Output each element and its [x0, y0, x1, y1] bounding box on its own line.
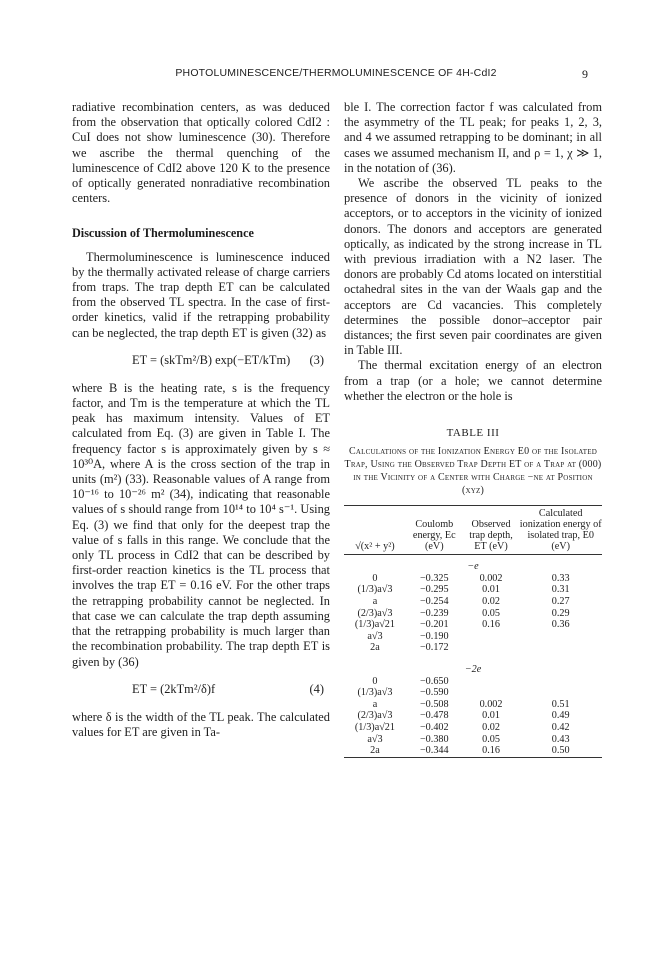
cell-distance: a	[372, 698, 378, 710]
cell-coulomb-energy: −0.478	[419, 710, 449, 722]
cell-coulomb-energy: −0.402	[419, 721, 449, 733]
cell-coulomb-energy: −0.380	[419, 733, 449, 745]
paragraph-excitation-energy: The thermal excitation energy of an electron from a trap (or a hole; we cannot determine whether the electron or the hole is	[344, 358, 602, 403]
table-row	[344, 676, 602, 688]
group-charge-label: −e	[467, 561, 479, 573]
equation-3	[72, 349, 330, 375]
group-label-row	[344, 660, 602, 676]
cell-ionization-energy	[519, 687, 602, 699]
cell-coulomb-energy: −0.254	[419, 596, 449, 608]
cell-ionization-energy: 0.42	[551, 721, 570, 733]
cell-trap-depth: 0.16	[482, 619, 500, 631]
table-row	[344, 631, 602, 643]
table-row	[344, 687, 602, 699]
cell-ionization-energy	[519, 642, 602, 654]
table-row	[344, 699, 602, 711]
cell-trap-depth: 0.01	[482, 584, 500, 596]
cell-ionization-energy: 0.51	[551, 698, 570, 710]
page-number: 9	[582, 67, 588, 81]
table-bottom-rule	[344, 757, 602, 758]
paragraph-peak-width: where δ is the width of the TL peak. The calculated values for ET are given in Ta-	[72, 709, 330, 739]
cell-distance: 2a	[370, 745, 380, 757]
cell-distance: 0	[372, 675, 378, 687]
cell-coulomb-energy: −0.239	[419, 607, 449, 619]
group-label-row	[344, 557, 602, 573]
cell-distance: 2a	[370, 642, 380, 654]
cell-distance: (2/3)a√3	[357, 710, 393, 722]
header-distance: √(x² + y²)	[355, 541, 395, 553]
table-row	[344, 619, 602, 631]
header-trap-depth: Observed trap depth, ET (eV)	[469, 519, 513, 553]
cell-distance: (1/3)a√3	[357, 584, 393, 596]
cell-distance: (1/3)a√21	[354, 721, 395, 733]
equation-4	[72, 678, 330, 704]
cell-trap-depth: 0.002	[479, 698, 503, 710]
cell-ionization-energy	[519, 676, 602, 688]
right-column	[344, 100, 602, 758]
running-title: PHOTOLUMINESCENCE/THERMOLUMINESCENCE OF 4H-CdI2	[175, 67, 497, 79]
header-coulomb-energy: Coulomb energy, Ec (eV)	[412, 519, 456, 553]
table-row	[344, 722, 602, 734]
cell-ionization-energy	[519, 631, 602, 643]
table-label: TABLE III	[446, 427, 500, 440]
table-body	[344, 555, 602, 757]
cell-coulomb-energy: −0.508	[419, 698, 449, 710]
left-column	[72, 100, 330, 740]
cell-ionization-energy: 0.36	[551, 619, 570, 631]
paragraph-donors-acceptors: We ascribe the observed TL peaks to the presence of donors in the vicinity of ionized acceptors, or to acceptors in the vicinity of ionized donors. The donors and acceptors are generated optically, as indicated by the strong increase in TL with previous irradiation with a N2 laser. The donors are probably Cd atoms located on interstitial octahedral sites in the van der Waals gap and the acceptors are Cd vacancies. This completely determines the possible donor–acceptor pair distances; the first seven pair coordinates are given in Table III.	[344, 176, 602, 358]
cell-trap-depth: 0.002	[479, 572, 503, 584]
cell-coulomb-energy: −0.201	[419, 619, 449, 631]
table-row	[344, 596, 602, 608]
cell-ionization-energy: 0.31	[551, 584, 570, 596]
table-row	[344, 734, 602, 746]
cell-trap-depth	[463, 687, 520, 699]
cell-distance: a	[372, 596, 378, 608]
group-charge-label: −2e	[464, 664, 482, 676]
cell-distance: 0	[372, 572, 378, 584]
cell-ionization-energy: 0.50	[551, 745, 570, 757]
cell-coulomb-energy: −0.650	[419, 675, 449, 687]
cell-trap-depth: 0.02	[482, 596, 500, 608]
table-row	[344, 573, 602, 585]
cell-trap-depth	[463, 676, 520, 688]
cell-coulomb-energy: −0.590	[419, 687, 449, 699]
cell-coulomb-energy: −0.344	[419, 745, 449, 757]
paragraph-tl-intro: Thermoluminescence is luminescence induced by the thermally activated release of charge carriers from traps. The trap depth ET can be calculated from the observed TL spectra. In the case of first-order kinetics, valid if the retrapping probability can be neglected, the trap depth ET is given (32) as	[72, 249, 330, 340]
cell-distance: (1/3)a√21	[354, 619, 395, 631]
paragraph-radiative-centers: radiative recombination centers, as was deduced from the observation that optically colored CdI2 : CuI does not show luminescence (30). Therefore we ascribe the thermal quenching of the luminescence of CdI2 above 120 K to the presence of optically generated nonradiative recombination centers.	[72, 100, 330, 206]
cell-coulomb-energy: −0.172	[419, 642, 449, 654]
cell-distance: (2/3)a√3	[357, 607, 393, 619]
cell-coulomb-energy: −0.295	[419, 584, 449, 596]
paragraph-correction-factor: ble I. The correction factor f was calculated from the asymmetry of the TL peak; for peaks 1, 2, 3, and 4 we assumed retrapping to be dominant; in all cases we assumed mechanism II, and ρ = 1, χ ≫ 1, in the notation of (36).	[344, 100, 602, 175]
cell-trap-depth	[463, 631, 520, 643]
header-ionization-energy: Calculated ionization energy of isolated trap, E0 (eV)	[519, 508, 602, 553]
cell-coulomb-energy: −0.325	[419, 572, 449, 584]
cell-distance: (1/3)a√3	[357, 687, 393, 699]
cell-ionization-energy: 0.29	[551, 607, 570, 619]
cell-trap-depth: 0.01	[482, 710, 500, 722]
equation-3-body: ET = (skTm²/B) exp(−ET/kTm)	[132, 352, 291, 367]
table-row	[344, 608, 602, 620]
table-iii	[344, 426, 602, 758]
cell-coulomb-energy: −0.190	[419, 630, 449, 642]
cell-ionization-energy: 0.27	[551, 596, 570, 608]
table-row	[344, 642, 602, 654]
table-row	[344, 710, 602, 722]
cell-trap-depth: 0.05	[482, 607, 500, 619]
equation-4-number: (4)	[309, 681, 324, 696]
cell-ionization-energy: 0.43	[551, 733, 570, 745]
cell-distance: a√3	[367, 630, 383, 642]
section-heading: Discussion of Thermoluminescence	[72, 226, 254, 241]
table-caption: Calculations of the Ionization Energy E0 of the Isolated Trap, Using the Observed Trap Depth ET of a Trap at (000) in the Vicinity of a Center with Charge −ne at Position (xyz)	[344, 446, 602, 497]
cell-trap-depth: 0.02	[482, 721, 500, 733]
equation-4-body: ET = (2kTm²/δ)f	[132, 681, 216, 696]
cell-trap-depth: 0.05	[482, 733, 500, 745]
cell-ionization-energy: 0.49	[551, 710, 570, 722]
cell-trap-depth	[463, 642, 520, 654]
ionization-energy-table	[344, 506, 602, 757]
page-header	[72, 67, 600, 83]
table-row	[344, 745, 602, 757]
table-header-row	[344, 506, 602, 555]
paragraph-frequency-factor: where B is the heating rate, s is the frequency factor, and Tm is the temperature at which the TL peak has maximum intensity. Values of ET calculated from Eq. (3) are given in Table I. The frequency factor s is approximately given by s ≈ 10³⁰A, where A is the cross section of the trap in units (m²) (33). Reasonable values of A range from 10⁻¹⁶ to 10⁻²⁶ m² (34), indicating that reasonable values of s should range from 10¹⁴ to 10⁴ s⁻¹. Using Eq. (3) we find that only for the deepest trap the value of s falls in this range. We conclude that the only TL process in CdI2 that can be described by first-order reaction kinetics is the TL process that involves the trap ET = 0.16 eV. For the other traps the retrapping probability cannot be neglected. In that case we can calculate the trap depth assuming that the retrapping probability is much larger than the recombination probability. The trap depth ET is given by (36)	[72, 380, 330, 669]
cell-ionization-energy: 0.33	[551, 572, 570, 584]
cell-distance: a√3	[367, 733, 383, 745]
table-row	[344, 584, 602, 596]
equation-3-number: (3)	[309, 352, 324, 367]
cell-trap-depth: 0.16	[482, 745, 500, 757]
